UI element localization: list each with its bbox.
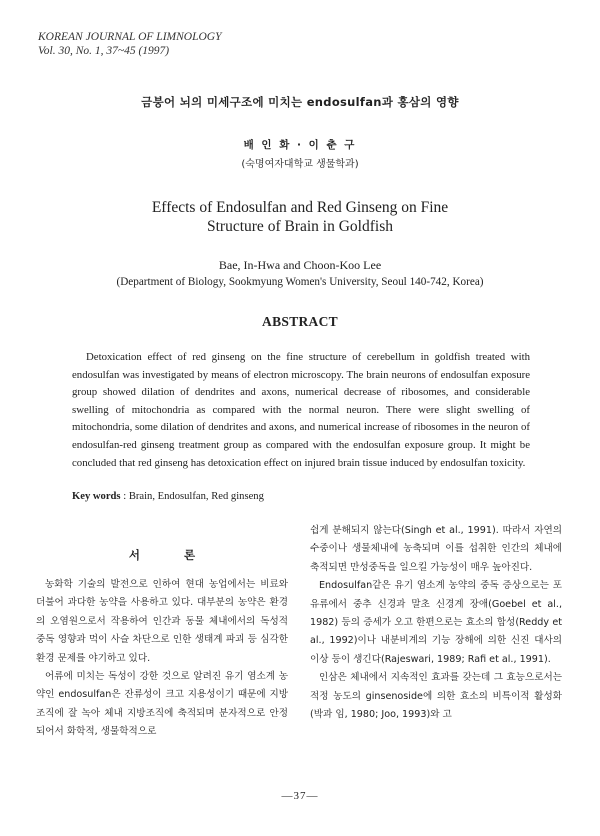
abstract-heading: ABSTRACT <box>262 314 338 329</box>
keywords-label: Key words <box>72 491 121 502</box>
korean-authors: 배 인 화 · 이 춘 구 <box>243 139 357 151</box>
english-affiliation: (Department of Biology, Sookmyung Women's University, Seoul 140-742, Korea) <box>116 276 484 288</box>
body-column-right <box>310 522 562 724</box>
journal-header <box>38 30 221 58</box>
body-paragraph: Endosulfan같은 유기 염소계 농약의 중독 증상으로는 포유류에서 중추 신경과 말초 신경계 장애(Goebel et al., 1982) 등의 증세가 오고 한편으로는 효소의 합성(Reddy et al., 1992)이나 내분비계의 기능 장해에 의한 신진 대사의 이상 등이 생긴다(Rajeswari, 1989; Rafi et al., 1991). <box>310 580 562 665</box>
body-column-left <box>36 576 288 742</box>
keywords-line <box>72 491 264 502</box>
abstract-text: Detoxication effect of red ginseng on the fine structure of cerebellum in goldfish treated with endosulfan was investigated by means of electron microscopy. The brain neurons of endosulfan exposure group showed dilation of dendrites and axons, numerical decrease of ribosomes, and considerable swelling of mitochondria as compared with the normal neuron. There were slight swelling of mitochondria, some dilation of dendrites and axons, and numerical increase of ribosomes in the neuron of endosulfan-red ginseng treatment group as compared with the endosulfan exposure group. It might be concluded that red ginseng has detoxication effect on injured brain tissue induced by endosulfan toxicity. <box>72 351 530 469</box>
korean-affiliation: (숙명여자대학교 생물학과) <box>241 159 359 170</box>
keywords-values: Brain, Endosulfan, Red ginseng <box>128 491 264 502</box>
keywords-separator: : <box>120 491 129 502</box>
body-paragraph: 인삼은 체내에서 지속적인 효과를 갖는데 그 효능으로서는 적정 농도의 ginsenoside에 의한 효소의 비특이적 활성화(박과 임, 1980; Joo, 1993)와 고 <box>310 672 562 721</box>
body-paragraph: 쉽게 분해되지 않는다(Singh et al., 1991). 따라서 자연의 수중이나 생물체내에 농축되며 이를 섭취한 인간의 체내에 축적되면 만성중독을 일으킬 가능성이 매우 높아진다. <box>310 525 562 573</box>
body-paragraph: 어류에 미치는 독성이 강한 것으로 알려진 유기 염소계 농약인 endosulfan은 잔류성이 크고 지용성이기 때문에 지방조직에 잘 녹아 체내 지방조직에 축적되며 분자적으로 안정되어서 화학적, 생물학적으로 <box>36 671 288 738</box>
page-number: —37— <box>281 790 319 802</box>
english-title-line1: Effects of Endosulfan and Red Ginseng on Fine <box>151 199 449 216</box>
body-paragraph: 농화학 기술의 발전으로 인하여 현대 농업에서는 비료와 더불어 과다한 농약을 사용하고 있다. 대부분의 농약은 환경의 오염원으로서 작용하여 인간과 동물 체내에서의 독성적 중독 영향과 먹이 사슬 차단으로 인한 생태계 파괴 등 심각한 환경 문제를 야기하고 있다. <box>36 579 288 664</box>
english-title-line2: Structure of Brain in Goldfish <box>207 218 393 235</box>
english-title <box>0 198 600 236</box>
journal-volume: Vol. 30, No. 1, 37~45 (1997) <box>38 45 170 57</box>
english-authors: Bae, In-Hwa and Choon-Koo Lee <box>218 258 382 272</box>
section-heading-introduction: 서 론 <box>128 548 216 562</box>
korean-title: 금붕어 뇌의 미세구조에 미치는 endosulfan과 홍삼의 영향 <box>141 95 459 109</box>
journal-name: KOREAN JOURNAL OF LIMNOLOGY <box>38 31 222 43</box>
